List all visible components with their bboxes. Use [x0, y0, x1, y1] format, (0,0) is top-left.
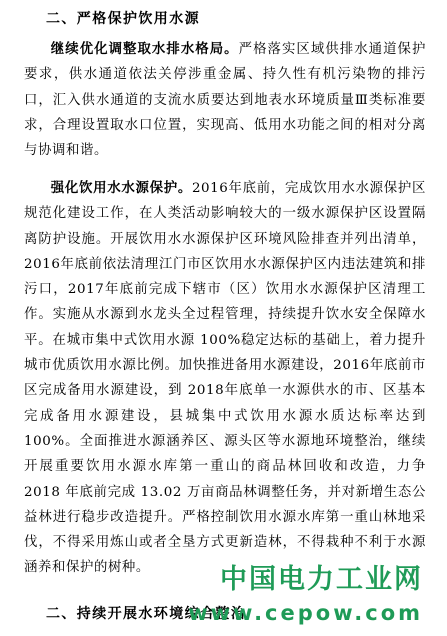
- paragraph-lead-intake-drainage: 继续优化调整取水排水格局。: [50, 41, 239, 57]
- paragraph-intake-drainage: [24, 37, 426, 163]
- watermark-site-url: www.cepow.com: [188, 601, 423, 625]
- paragraph-body-intake-drainage: 严格落实区域供排水通道保护要求，供水通道依法关停涉重金属、持久性有机污染物的排污口，汇入供水通道的支流水质要达到地表水环境质量Ⅲ类标准要求，合理设置取水口位置，实现高、低用水功能之间的相对分离与协调和谐。: [24, 42, 426, 159]
- paragraph-lead-water-source-protection: 强化饮用水水源保护。: [50, 180, 192, 196]
- paragraph-body-water-source-protection: 2016年底前，完成饮用水水源保护区规范化建设工作，在人类活动影响较大的一级水源保护区设置隔离防护设施。开展饮用水水源保护区环境风险排查并列出清单，2016年底前依法清理江门市区饮用水水源保护区内违法建筑和排污口，2017年底前完成下辖市（区）饮用水水源保护区清理工作。实施从水源到水龙头全过程管理，持续提升饮水安全保障水平。在城市集中式饮用水源 100%稳定达标的基础上，着力提升城市优质饮用水源比例。加快推进备用水源建设，2016年底前市区完成备用水源建设，到 2018年底单一水源供水的市、区基本完成备用水源建设，县城集中式饮用水源水质达标率达到 100%。全面推进水源涵养区、源头区等水源地环境整治，继续开展重要饮用水源水库第一重山的商品林回收和改造，力争 2018 年底前完成 13.02 万亩商品林调整任务，并对新增生态公益林进行稳步改造提升。严格控制饮用水源水库第一重山林地采伐，不得采用炼山或者全垦方式更新造林，不得栽种不利于水源涵养和保护的树种。: [24, 181, 426, 576]
- watermark-site-name: 中国电力工业网: [220, 564, 423, 595]
- paragraph-water-source-protection: [24, 176, 426, 581]
- section-heading-water-environment: 二、持续开展水环境综合整治: [46, 606, 247, 622]
- watermark-logo: [188, 566, 423, 624]
- section-heading-protect-water-source: 二、严格保护饮用水源: [46, 11, 200, 27]
